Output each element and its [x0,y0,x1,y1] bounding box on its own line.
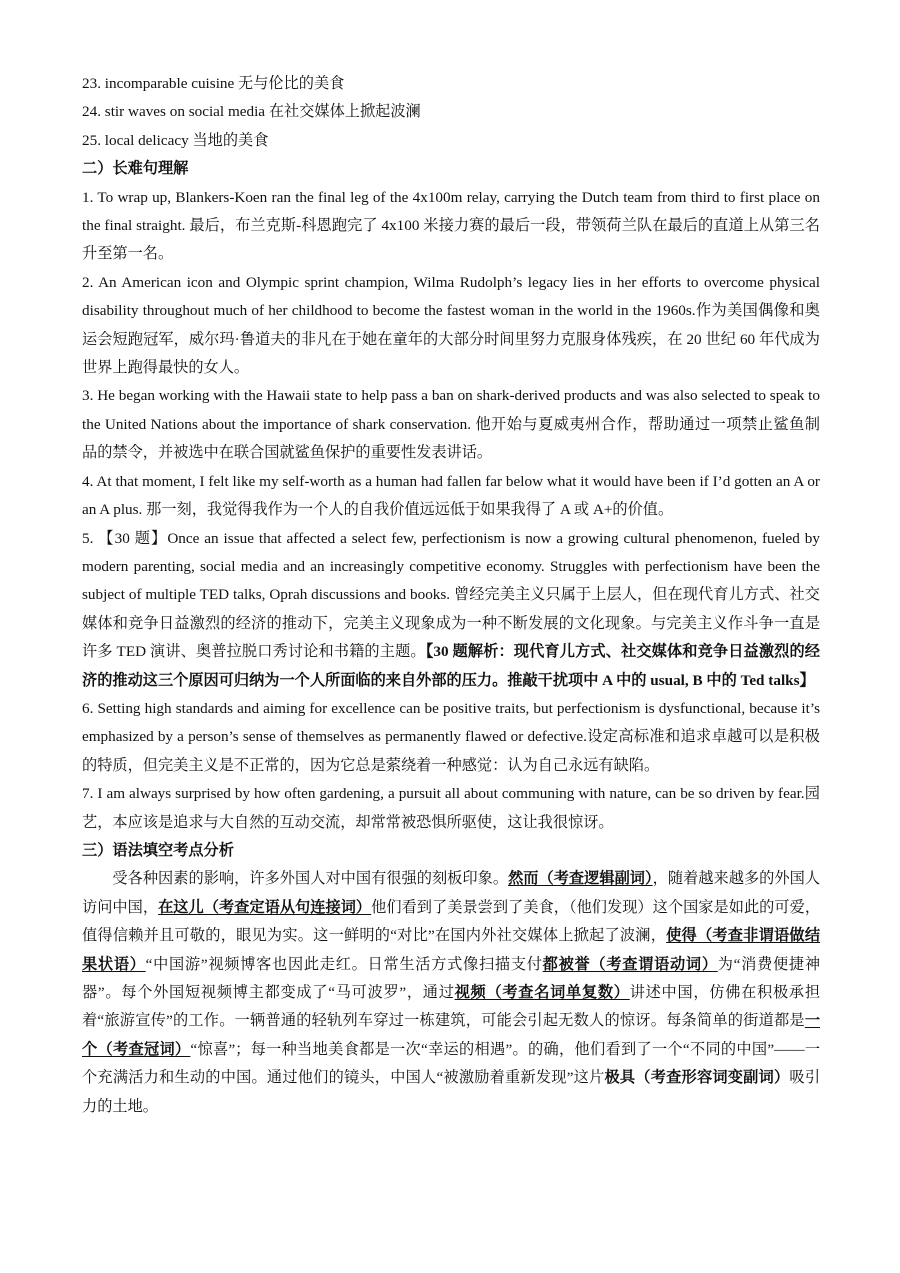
sentence-2: 2. An American icon and Olympic sprint champion, Wilma Rudolph’s legacy lies in her efforts to overcome physical disability throughout much of her childhood to become the fastest woman in the world in the 1960s.作为美国偶像和奥运会短跑冠军，威尔玛·鲁道夫的非凡在于她在童年的大部分时间里努力克服身体残疾，在 20 世纪 60 年代成为世界上跑得最快的女人。 [82,273,820,377]
vocab-item-25: 25. local delicacy 当地的美食 [82,131,269,149]
sentence-5 [82,525,820,695]
passage-text: 讲述中国，仿佛在积极承担着“旅游宣传”的工作。一辆普通的轻轨列车穿过一栋建筑，可能会引起无数人的惊讶。每条简单的街道都是 [82,984,821,1030]
vocab-item-23: 23. incomparable cuisine 无与伦比的美食 [82,75,345,92]
answer-key: 都被誉（考查谓语动词） [542,955,718,973]
passage-text: 他们看到了美景尝到了美食，（他们发现）这个国家是如此的可爱，值得信赖并且可敬的，眼见为实。这一鲜明的“对比”在国内外社交媒体上掀起了波澜， [82,898,821,945]
sentence-5-text: 5. 【30 题】Once an issue that affected a select few, perfectionism is now a growing cultural phenomenon, fueled by modern parenting, social media and an increasingly competitive economy. Struggles with perfectionism have been the subject of multiple TED talks, Oprah discussions and books. 曾经完美主义只属于上层人，但在现代育儿方式、社交媒体和竞争日益激烈的经济的推动下，完美主义现象成为一种不断发展的文化现象。与完美主义作斗争一直是许多 TED 演讲、奥普拉脱口秀讨论和书籍的主题。 [82,529,820,661]
grammar-passage [82,865,820,1121]
vocab-item-24: 24. stir waves on social media 在社交媒体上掀起波澜 [82,103,421,121]
sentence-5-analysis: 【30 题解析：现代育儿方式、社交媒体和竞争日益激烈的经济的推动这三个原因可归纳为一个人所面临的来自外部的压力。推敲干扰项中 A 中的 usual, B 中的 Ted talks】 [82,643,820,689]
passage-text: 吸引力的土地。 [82,1069,821,1115]
answer-key: 一个（考查冠词） [82,1012,820,1058]
sentence-7: 7. I am always surprised by how often gardening, a pursuit all about communing with nature, can be so driven by fear.园艺，本应该是追求与大自然的互动交流，却常常被恐惧所驱使，这让我很惊讶。 [82,785,820,831]
passage-text: “惊喜”；每一种当地美食都是一次“幸运的相遇”。的确，他们看到了一个“不同的中国”——一个充满活力和生动的中国。通过他们的镜头，中国人“被激励着重新发现”这片 [82,1040,821,1087]
answer-key: 视频（考查名词单复数） [454,984,630,1001]
answer-key: 使得（考查非谓语做结果状语） [82,927,821,973]
passage-text: 受各种因素的影响，许多外国人对中国有很强的刻板印象。 [112,870,509,888]
sentence-4: 4. At that moment, I felt like my self-worth as a human had fallen far below what it would have been if I’d gotten an A or an A plus. 那一刻，我觉得我作为一个人的自我价值远远低于如果我得了 A 或 A+的价值。 [82,472,820,519]
passage-text: “中国游”视频博客也因此走红。日常生活方式像扫描支付 [145,955,543,973]
passage-text: 为“消费便捷神器”。每个外国短视频博主都变成了“马可波罗”，通过 [82,955,821,1001]
answer-key: 然而（考查逻辑副词） [508,870,653,888]
answer-key: 在这儿（考查定语从句连接词） [158,898,372,916]
sentence-3: 3. He began working with the Hawaii state to help pass a ban on shark-derived products and was also selected to speak to the United Nations about the importance of shark conservation. 他开始与夏威夷州合作，帮助通过一项禁止鲨鱼制品的禁令，并被选中在联合国就鲨鱼保护的重要性发表讲话。 [82,387,820,462]
answer-key: 极具（考查形容词变副词） [604,1069,790,1087]
section-3-heading: 三）语法填空考点分析 [82,841,234,859]
sentence-1: 1. To wrap up, Blankers-Koen ran the final leg of the 4x100m relay, carrying the Dutch team from third to first place on the final straight. 最后，布兰克斯-科恩跑完了 4x100 米接力赛的最后一段，带领荷兰队在最后的直道上从第三名升至第一名。 [82,188,820,263]
sentence-6: 6. Setting high standards and aiming for excellence can be positive traits, but perfectionism is dysfunctional, because it’s emphasized by a person’s sense of themselves as permanently flawed or defective.设定高标准和追求卓越可以是积极的特质，但完美主义是不正常的，因为它总是萦绕着一种感觉：认为自己永远有缺陷。 [82,699,820,774]
passage-text: ，随着越来越多的外国人访问中国， [82,870,821,916]
section-2-heading: 二）长难句理解 [82,160,189,178]
